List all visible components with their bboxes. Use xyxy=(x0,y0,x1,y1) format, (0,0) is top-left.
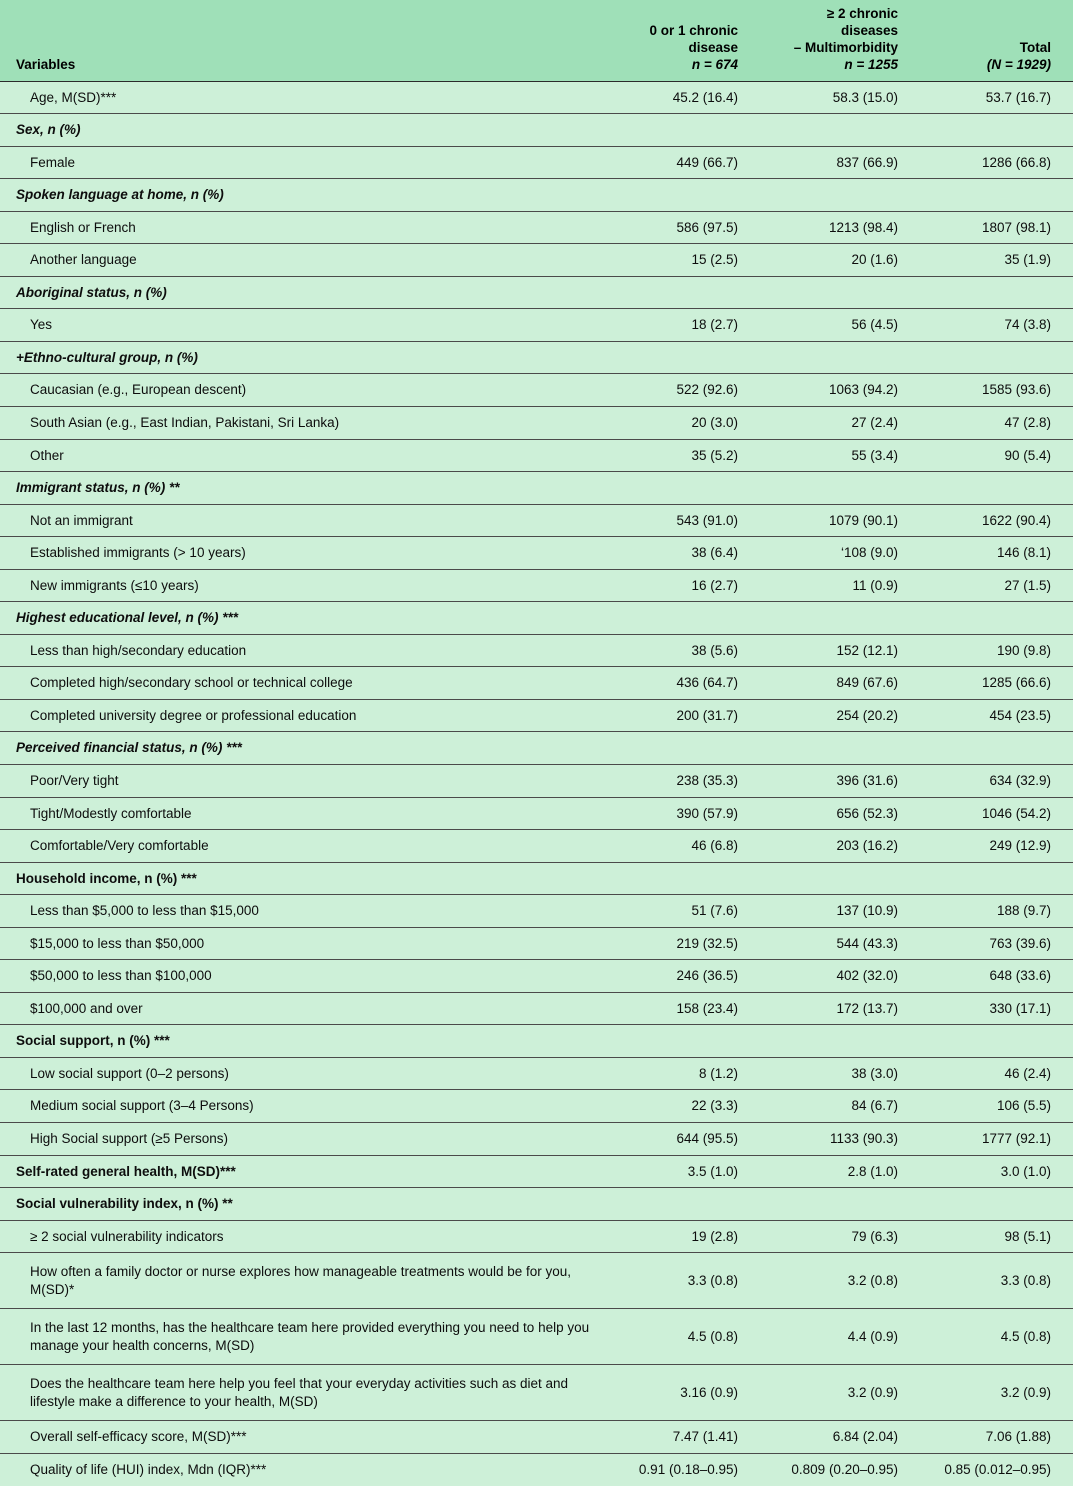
table-section-row xyxy=(0,732,1073,765)
table-row xyxy=(0,830,1073,863)
table-row xyxy=(0,1253,1073,1309)
cell-total xyxy=(920,276,1073,309)
cell-g2: 1213 (98.4) xyxy=(760,211,920,244)
table-section-row xyxy=(0,276,1073,309)
total-line1: Total xyxy=(1019,39,1051,55)
row-label: New immigrants (≤10 years) xyxy=(0,569,610,602)
cell-g2: 849 (67.6) xyxy=(760,667,920,700)
table-row xyxy=(0,927,1073,960)
cell-total: 4.5 (0.8) xyxy=(920,1309,1073,1365)
cell-g1: 18 (2.7) xyxy=(610,309,760,342)
cell-g1: 38 (6.4) xyxy=(610,537,760,570)
cell-total: 27 (1.5) xyxy=(920,569,1073,602)
cell-g1 xyxy=(610,1025,760,1058)
cell-g2: 6.84 (2.04) xyxy=(760,1421,920,1454)
table-row xyxy=(0,406,1073,439)
cell-g2: 58.3 (15.0) xyxy=(760,81,920,114)
row-label: Poor/Very tight xyxy=(0,764,610,797)
cell-total: 1585 (93.6) xyxy=(920,374,1073,407)
table-row xyxy=(0,569,1073,602)
cell-g1 xyxy=(610,341,760,374)
column-header-total xyxy=(920,0,1073,81)
cell-g1: 522 (92.6) xyxy=(610,374,760,407)
row-label: Spoken language at home, n (%) xyxy=(0,179,610,212)
cell-g2: 396 (31.6) xyxy=(760,764,920,797)
cell-total: 90 (5.4) xyxy=(920,439,1073,472)
table-row xyxy=(0,439,1073,472)
cell-g1 xyxy=(610,276,760,309)
cell-g2: 254 (20.2) xyxy=(760,699,920,732)
cell-total: 1807 (98.1) xyxy=(920,211,1073,244)
cell-g1: 3.3 (0.8) xyxy=(610,1253,760,1309)
cell-total: 1622 (90.4) xyxy=(920,504,1073,537)
cell-g1: 238 (35.3) xyxy=(610,764,760,797)
cell-g1 xyxy=(610,114,760,147)
table-row xyxy=(0,1365,1073,1421)
cell-total: 146 (8.1) xyxy=(920,537,1073,570)
cell-total: 330 (17.1) xyxy=(920,992,1073,1025)
cell-g2: 79 (6.3) xyxy=(760,1220,920,1253)
table-section-row xyxy=(0,114,1073,147)
table-row xyxy=(0,146,1073,179)
cell-total: 7.06 (1.88) xyxy=(920,1421,1073,1454)
table-row xyxy=(0,699,1073,732)
cell-g1: 200 (31.7) xyxy=(610,699,760,732)
cell-g1: 436 (64.7) xyxy=(610,667,760,700)
table-row xyxy=(0,1454,1073,1486)
cell-total xyxy=(920,1025,1073,1058)
cell-g2: 11 (0.9) xyxy=(760,569,920,602)
row-label: Completed university degree or professional education xyxy=(0,699,610,732)
cell-total: 53.7 (16.7) xyxy=(920,81,1073,114)
cell-g2 xyxy=(760,179,920,212)
cell-total: 46 (2.4) xyxy=(920,1057,1073,1090)
cell-g1: 46 (6.8) xyxy=(610,830,760,863)
row-label: Does the healthcare team here help you feel that your everyday activities such as diet and lifestyle make a difference to your health, M(SD) xyxy=(0,1365,610,1421)
row-label: Overall self-efficacy score, M(SD)*** xyxy=(0,1421,610,1454)
table-row xyxy=(0,895,1073,928)
cell-total: 454 (23.5) xyxy=(920,699,1073,732)
table-section-row xyxy=(0,1025,1073,1058)
table-row xyxy=(0,537,1073,570)
cell-g2 xyxy=(760,276,920,309)
row-label: In the last 12 months, has the healthcare team here provided everything you need to help you manage your health concerns, M(SD) xyxy=(0,1309,610,1365)
cell-g1: 3.5 (1.0) xyxy=(610,1155,760,1188)
cell-g1: 15 (2.5) xyxy=(610,244,760,277)
table-row xyxy=(0,211,1073,244)
cell-g1: 644 (95.5) xyxy=(610,1123,760,1156)
cell-total: 634 (32.9) xyxy=(920,764,1073,797)
table-row xyxy=(0,764,1073,797)
cell-g2: 38 (3.0) xyxy=(760,1057,920,1090)
cell-g2: 837 (66.9) xyxy=(760,146,920,179)
table-row xyxy=(0,1309,1073,1365)
row-label: $15,000 to less than $50,000 xyxy=(0,927,610,960)
cell-g2 xyxy=(760,1188,920,1221)
cell-g1: 8 (1.2) xyxy=(610,1057,760,1090)
cell-total: 106 (5.5) xyxy=(920,1090,1073,1123)
cell-g2: 656 (52.3) xyxy=(760,797,920,830)
row-label: Female xyxy=(0,146,610,179)
table-row xyxy=(0,797,1073,830)
cell-g2: 1063 (94.2) xyxy=(760,374,920,407)
column-header-variables: Variables xyxy=(0,0,610,81)
cell-g1 xyxy=(610,1188,760,1221)
cell-g1: 219 (32.5) xyxy=(610,927,760,960)
table-row xyxy=(0,634,1073,667)
table-row xyxy=(0,960,1073,993)
row-label: High Social support (≥5 Persons) xyxy=(0,1123,610,1156)
cell-g1: 7.47 (1.41) xyxy=(610,1421,760,1454)
cell-total: 249 (12.9) xyxy=(920,830,1073,863)
cell-g2: 55 (3.4) xyxy=(760,439,920,472)
cell-total xyxy=(920,179,1073,212)
cell-g2: ‘108 (9.0) xyxy=(760,537,920,570)
cell-g2: 2.8 (1.0) xyxy=(760,1155,920,1188)
cell-total xyxy=(920,341,1073,374)
cell-g1: 38 (5.6) xyxy=(610,634,760,667)
cell-g1 xyxy=(610,179,760,212)
row-label: Another language xyxy=(0,244,610,277)
cell-total: 190 (9.8) xyxy=(920,634,1073,667)
cell-g2 xyxy=(760,602,920,635)
table-row xyxy=(0,667,1073,700)
row-label: Caucasian (e.g., European descent) xyxy=(0,374,610,407)
cell-g2: 152 (12.1) xyxy=(760,634,920,667)
cell-total xyxy=(920,862,1073,895)
cell-total xyxy=(920,732,1073,765)
cell-g2 xyxy=(760,1025,920,1058)
cell-g2: 137 (10.9) xyxy=(760,895,920,928)
cell-g2 xyxy=(760,114,920,147)
table-row xyxy=(0,374,1073,407)
cell-g1: 51 (7.6) xyxy=(610,895,760,928)
row-label: Established immigrants (> 10 years) xyxy=(0,537,610,570)
row-label: Perceived financial status, n (%) *** xyxy=(0,732,610,765)
cell-g1: 16 (2.7) xyxy=(610,569,760,602)
table-row xyxy=(0,1220,1073,1253)
table-section-row xyxy=(0,602,1073,635)
table-row xyxy=(0,1090,1073,1123)
cell-total: 3.3 (0.8) xyxy=(920,1253,1073,1309)
group1-line2: disease xyxy=(688,39,738,55)
row-label: Other xyxy=(0,439,610,472)
table-header xyxy=(0,0,1073,81)
cell-g1 xyxy=(610,732,760,765)
cell-g1 xyxy=(610,472,760,505)
group2-line3: n = 1255 xyxy=(844,56,898,72)
cell-g1: 35 (5.2) xyxy=(610,439,760,472)
row-label: How often a family doctor or nurse explores how manageable treatments would be for you, M(SD)* xyxy=(0,1253,610,1309)
cell-g2 xyxy=(760,341,920,374)
cell-g1: 543 (91.0) xyxy=(610,504,760,537)
cell-total: 1286 (66.8) xyxy=(920,146,1073,179)
cell-total: 763 (39.6) xyxy=(920,927,1073,960)
row-label: Not an immigrant xyxy=(0,504,610,537)
cell-total: 0.85 (0.012–0.95) xyxy=(944,1462,1051,1478)
cell-g2: 203 (16.2) xyxy=(760,830,920,863)
row-label: Highest educational level, n (%) *** xyxy=(0,602,610,635)
table-section-row xyxy=(0,179,1073,212)
cell-g1: 4.5 (0.8) xyxy=(610,1309,760,1365)
table-row xyxy=(0,244,1073,277)
row-label: Aboriginal status, n (%) xyxy=(0,276,610,309)
table-section-row xyxy=(0,1188,1073,1221)
row-label: Low social support (0–2 persons) xyxy=(0,1057,610,1090)
cell-g1: 390 (57.9) xyxy=(610,797,760,830)
table-row xyxy=(0,992,1073,1025)
cell-g2: 1133 (90.3) xyxy=(760,1123,920,1156)
row-label: Social vulnerability index, n (%) ** xyxy=(0,1188,610,1221)
cell-g2: 1079 (90.1) xyxy=(760,504,920,537)
cell-g2: 544 (43.3) xyxy=(760,927,920,960)
table-section-row xyxy=(0,1155,1073,1188)
cell-g1 xyxy=(610,862,760,895)
row-label: Completed high/secondary school or technical college xyxy=(0,667,610,700)
row-label: English or French xyxy=(0,211,610,244)
row-label: Yes xyxy=(0,309,610,342)
cell-g2: 3.2 (0.8) xyxy=(760,1253,920,1309)
row-label: Household income, n (%) *** xyxy=(0,862,610,895)
cell-total: 1285 (66.6) xyxy=(920,667,1073,700)
cell-g2: 84 (6.7) xyxy=(760,1090,920,1123)
row-label: $100,000 and over xyxy=(0,992,610,1025)
row-label: $50,000 to less than $100,000 xyxy=(0,960,610,993)
cell-total: 3.0 (1.0) xyxy=(920,1155,1073,1188)
row-label: South Asian (e.g., East Indian, Pakistani, Sri Lanka) xyxy=(0,406,610,439)
table-row xyxy=(0,309,1073,342)
table-row xyxy=(0,1123,1073,1156)
cell-g2 xyxy=(760,862,920,895)
row-label: Less than high/secondary education xyxy=(0,634,610,667)
row-label: +Ethno-cultural group, n (%) xyxy=(0,341,610,374)
cell-g1: 3.16 (0.9) xyxy=(610,1365,760,1421)
cell-g1: 158 (23.4) xyxy=(610,992,760,1025)
group2-line1: ≥ 2 chronic diseases xyxy=(826,6,898,38)
row-label: Quality of life (HUI) index, Mdn (IQR)*** xyxy=(30,1462,267,1478)
cell-total xyxy=(920,114,1073,147)
cell-g2: 172 (13.7) xyxy=(760,992,920,1025)
cell-total: 3.2 (0.9) xyxy=(920,1365,1073,1421)
group2-line2: – Multimorbidity xyxy=(793,39,898,55)
cell-g1: 45.2 (16.4) xyxy=(610,81,760,114)
row-label: Age, M(SD)*** xyxy=(0,81,610,114)
row-label: Comfortable/Very comfortable xyxy=(0,830,610,863)
cell-total: 74 (3.8) xyxy=(920,309,1073,342)
cell-total: 47 (2.8) xyxy=(920,406,1073,439)
cell-total: 98 (5.1) xyxy=(920,1220,1073,1253)
cell-g1: 22 (3.3) xyxy=(610,1090,760,1123)
cell-g2: 402 (32.0) xyxy=(760,960,920,993)
table-section-row xyxy=(0,472,1073,505)
row-label: Self-rated general health, M(SD)*** xyxy=(0,1155,610,1188)
column-header-group1 xyxy=(610,0,760,81)
table-row xyxy=(0,81,1073,114)
cell-total xyxy=(920,472,1073,505)
cell-g1: 20 (3.0) xyxy=(610,406,760,439)
row-label: Sex, n (%) xyxy=(0,114,610,147)
table-body xyxy=(0,81,1073,1486)
cell-g1: 449 (66.7) xyxy=(610,146,760,179)
row-label: Tight/Modestly comfortable xyxy=(0,797,610,830)
table-section-row xyxy=(0,341,1073,374)
cell-g2: 3.2 (0.9) xyxy=(760,1365,920,1421)
row-label: ≥ 2 social vulnerability indicators xyxy=(0,1220,610,1253)
header-row xyxy=(0,0,1073,81)
cell-g1: 586 (97.5) xyxy=(610,211,760,244)
table-row xyxy=(0,504,1073,537)
cell-total: 648 (33.6) xyxy=(920,960,1073,993)
cell-g1: 19 (2.8) xyxy=(610,1220,760,1253)
cell-g2: 27 (2.4) xyxy=(760,406,920,439)
cell-total: 35 (1.9) xyxy=(920,244,1073,277)
column-header-group2 xyxy=(760,0,920,81)
cell-total: 1777 (92.1) xyxy=(920,1123,1073,1156)
row-label: Less than $5,000 to less than $15,000 xyxy=(0,895,610,928)
cell-g1: 246 (36.5) xyxy=(610,960,760,993)
cell-g2: 4.4 (0.9) xyxy=(760,1309,920,1365)
group1-line1: 0 or 1 chronic xyxy=(649,22,738,38)
cell-total: 1046 (54.2) xyxy=(920,797,1073,830)
cell-g2 xyxy=(760,732,920,765)
total-line2: (N = 1929) xyxy=(986,56,1051,72)
row-label: Social support, n (%) *** xyxy=(0,1025,610,1058)
group1-line3: n = 674 xyxy=(691,56,738,72)
table-row xyxy=(0,1057,1073,1090)
cell-total: 188 (9.7) xyxy=(920,895,1073,928)
cell-g2 xyxy=(760,472,920,505)
cell-g1 xyxy=(610,602,760,635)
cell-g2: 56 (4.5) xyxy=(760,309,920,342)
table-section-row xyxy=(0,862,1073,895)
cell-g2: 0.809 (0.20–0.95) xyxy=(791,1462,898,1478)
cell-g1: 0.91 (0.18–0.95) xyxy=(638,1462,738,1478)
cell-g2: 20 (1.6) xyxy=(760,244,920,277)
row-label: Immigrant status, n (%) ** xyxy=(0,472,610,505)
row-label: Medium social support (3–4 Persons) xyxy=(0,1090,610,1123)
cell-total xyxy=(920,602,1073,635)
table-row xyxy=(0,1421,1073,1454)
cell-total xyxy=(920,1188,1073,1221)
